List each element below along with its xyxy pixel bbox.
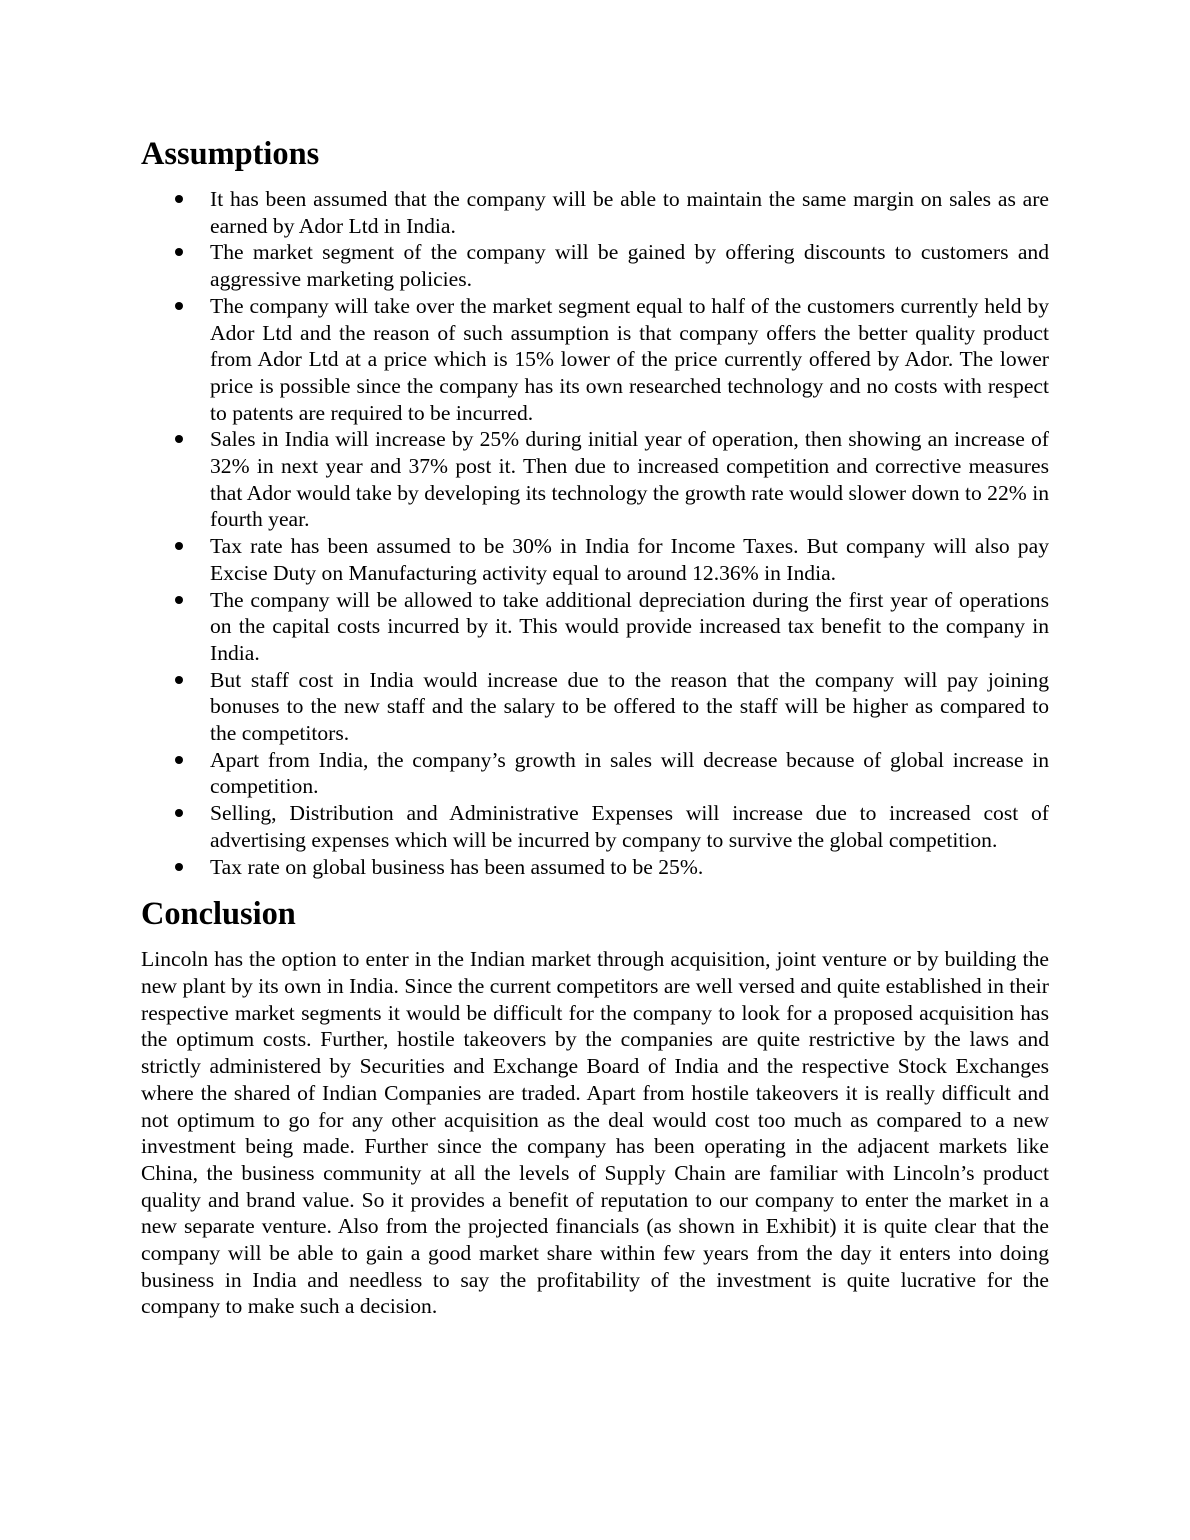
assumptions-list: [141, 186, 1049, 880]
list-item-text: Sales in India will increase by 25% during initial year of operation, then showing an increase of 32% in next year and 37% post it. Then due to increased competition and corrective measures that Ador would take by developing its technology the growth rate would slower down to 22% in fourth year.: [210, 427, 1049, 532]
list-item: [141, 854, 1049, 881]
list-item-text: The company will take over the market segment equal to half of the customers currently held by Ador Ltd and the reason of such assumption is that company offers the better quality product from Ador Ltd at a price which is 15% lower of the price currently offered by Ador. The lower price is possible since the company has its own researched technology and no costs with respect to patents are required to be incurred.: [210, 293, 1049, 425]
list-item: [141, 747, 1049, 800]
list-item: [141, 426, 1049, 533]
list-item: [141, 800, 1049, 853]
bullet-icon: [175, 302, 183, 310]
list-item-text: Tax rate on global business has been assumed to be 25%.: [210, 854, 704, 879]
bullet-icon: [175, 195, 183, 203]
list-item: [141, 587, 1049, 667]
list-item-text: Selling, Distribution and Administrative Expenses will increase due to increased cost of advertising expenses which will be incurred by company to survive the global competition.: [210, 801, 1049, 852]
bullet-icon: [175, 596, 183, 604]
list-item: [141, 667, 1049, 747]
assumptions-heading: Assumptions: [141, 136, 320, 172]
list-item: [141, 533, 1049, 586]
bullet-icon: [175, 435, 183, 443]
list-item: [141, 293, 1049, 427]
list-item-text: Tax rate has been assumed to be 30% in India for Income Taxes. But company will also pay Excise Duty on Manufacturing activity equal to around 12.36% in India.: [210, 534, 1049, 585]
bullet-icon: [175, 542, 183, 550]
conclusion-heading: Conclusion: [141, 896, 296, 933]
bullet-icon: [175, 248, 183, 256]
bullet-icon: [175, 756, 183, 764]
document-page: [141, 136, 1049, 1320]
conclusion-paragraph: Lincoln has the option to enter in the Indian market through acquisition, joint venture or by building the new plant by its own in India. Since the current competitors are well versed and quite established in their respective market segments it would be difficult for the company to look for a proposed acquisition has the optimum costs. Further, hostile takeovers by the companies are quite restrictive by the laws and strictly administered by Securities and Exchange Board of India and the respective Stock Exchanges where the shared of Indian Companies are traded. Apart from hostile takeovers it is really difficult and not optimum to go for any other acquisition as the deal would cost too much as compared to a new investment being made. Further since the company has been operating in the adjacent markets like China, the business community at all the levels of Supply Chain are familiar with Lincoln’s product quality and brand value. So it provides a benefit of reputation to our company to enter the market in a new separate venture. Also from the projected financials (as shown in Exhibit) it is quite clear that the company will be able to gain a good market share within few years from the day it enters into doing business in India and needless to say the profitability of the investment is quite lucrative for the company to make such a decision.: [141, 947, 1049, 1319]
list-item-text: It has been assumed that the company will be able to maintain the same margin on sales as are earned by Ador Ltd in India.: [210, 187, 1049, 238]
list-item: [141, 186, 1049, 239]
list-item-text: The company will be allowed to take additional depreciation during the first year of operations on the capital costs incurred by it. This would provide increased tax benefit to the company in India.: [210, 587, 1049, 665]
list-item-text: Apart from India, the company’s growth in sales will decrease because of global increase in competition.: [210, 747, 1049, 799]
list-item: [141, 239, 1049, 292]
bullet-icon: [175, 809, 183, 817]
bullet-icon: [175, 676, 183, 684]
bullet-icon: [175, 863, 183, 871]
list-item-text: The market segment of the company will be gained by offering discounts to customers and aggressive marketing policies.: [210, 240, 1049, 292]
list-item-text: But staff cost in India would increase due to the reason that the company will pay joining bonuses to the new staff and the salary to be offered to the staff will be higher as compared to the competitors.: [210, 667, 1049, 746]
